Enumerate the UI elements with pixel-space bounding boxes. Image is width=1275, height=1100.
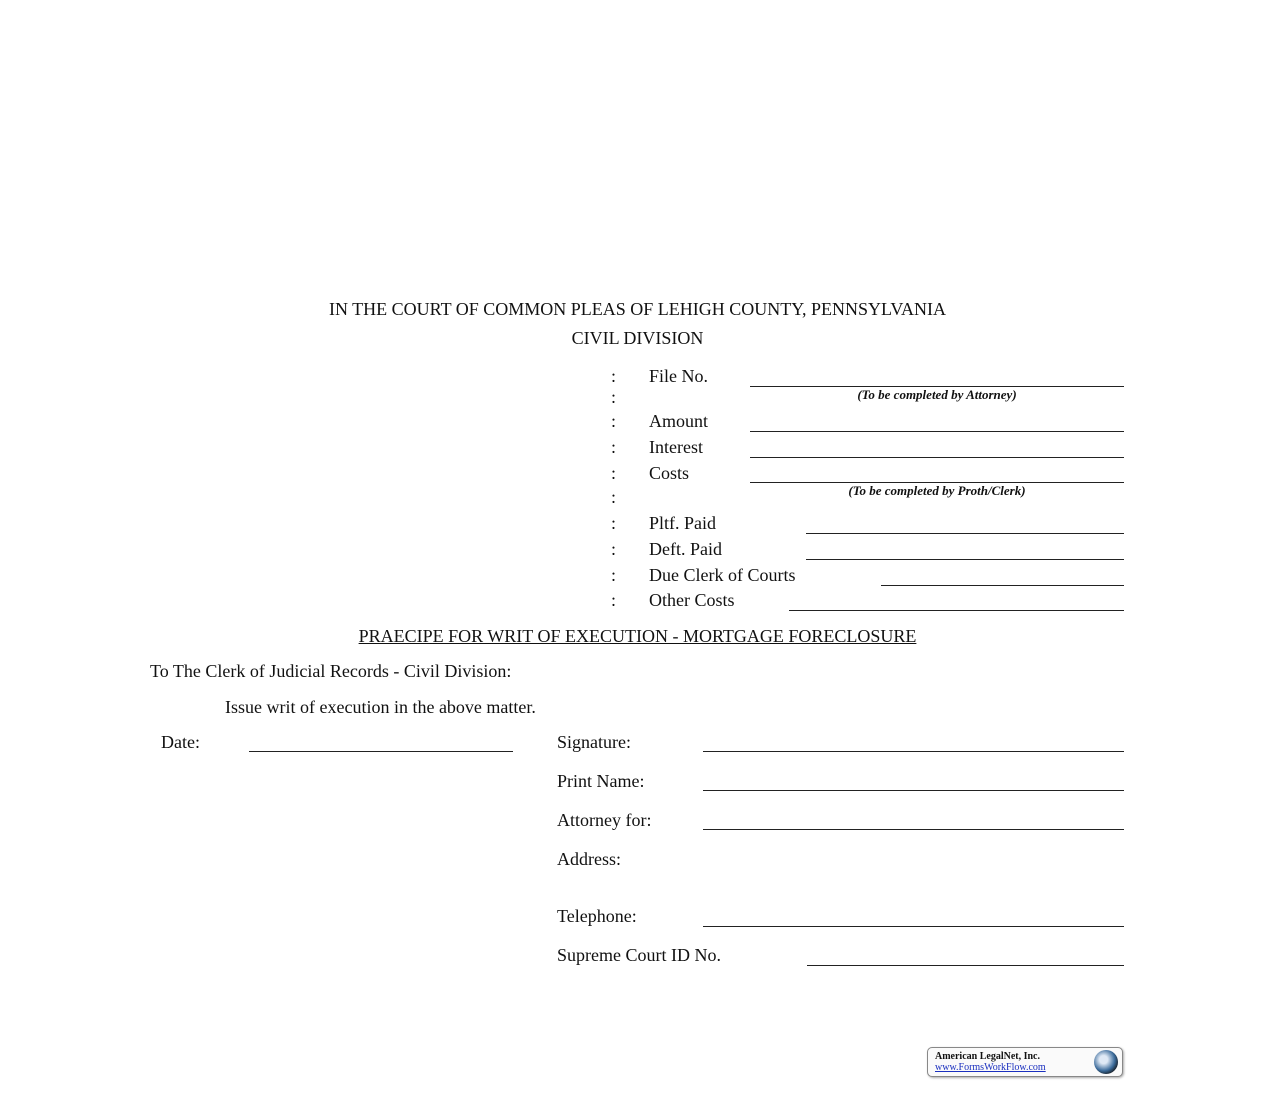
telephone-label: Telephone: [557, 906, 637, 926]
caption-colon: : [611, 487, 617, 507]
interest-label: Interest [649, 437, 703, 457]
deft-paid-label: Deft. Paid [649, 539, 722, 559]
court-heading: IN THE COURT OF COMMON PLEAS OF LEHIGH COUNTY, PENNSYLVANIA [329, 299, 946, 319]
caption-colon: : [611, 565, 617, 585]
instruction: Issue writ of execution in the above matter. [225, 697, 536, 717]
other-costs-label: Other Costs [649, 590, 735, 610]
signature-label: Signature: [557, 732, 631, 752]
interest-field[interactable] [750, 457, 1124, 458]
print-name-field[interactable] [703, 790, 1124, 791]
footer-logo[interactable] [927, 1047, 1123, 1077]
website-link[interactable]: www.FormsWorkFlow.com [935, 1062, 1046, 1073]
other-costs-field[interactable] [789, 610, 1124, 611]
supreme-court-id-field[interactable] [807, 965, 1124, 966]
company-name: American LegalNet, Inc. [935, 1051, 1040, 1062]
pltf-paid-label: Pltf. Paid [649, 513, 717, 533]
signature-field[interactable] [703, 751, 1124, 752]
print-name-label: Print Name: [557, 771, 645, 791]
due-clerk-field[interactable] [881, 585, 1124, 586]
attorney-note: (To be completed by Attorney) [857, 387, 1017, 402]
date-field[interactable] [249, 751, 513, 752]
clerk-note: (To be completed by Proth/Clerk) [848, 483, 1026, 498]
document-title: PRAECIPE FOR WRIT OF EXECUTION - MORTGAGE FORECLOSURE [358, 626, 917, 646]
attorney-for-field[interactable] [703, 829, 1124, 830]
due-clerk-label: Due Clerk of Courts [649, 565, 796, 585]
deft-paid-field[interactable] [806, 559, 1124, 560]
file-no-label: File No. [649, 366, 709, 386]
date-label: Date: [161, 732, 200, 752]
caption-colon: : [611, 590, 617, 610]
supreme-court-id-label: Supreme Court ID No. [557, 945, 721, 965]
amount-field[interactable] [750, 431, 1124, 432]
caption-colon: : [611, 437, 617, 457]
division-heading: CIVIL DIVISION [571, 328, 704, 348]
attorney-for-label: Attorney for: [557, 810, 652, 830]
caption-colon: : [611, 513, 617, 533]
amount-label: Amount [649, 411, 709, 431]
pltf-paid-field[interactable] [806, 533, 1124, 534]
telephone-field[interactable] [703, 926, 1124, 927]
caption-colon: : [611, 539, 617, 559]
caption-colon: : [611, 411, 617, 431]
caption-colon: : [611, 463, 617, 483]
addressee: To The Clerk of Judicial Records - Civil Division: [150, 661, 512, 681]
caption-colon: : [611, 366, 617, 386]
caption-colon: : [611, 387, 617, 407]
costs-label: Costs [649, 463, 690, 483]
address-label: Address: [557, 849, 621, 869]
globe-icon [1094, 1050, 1118, 1074]
